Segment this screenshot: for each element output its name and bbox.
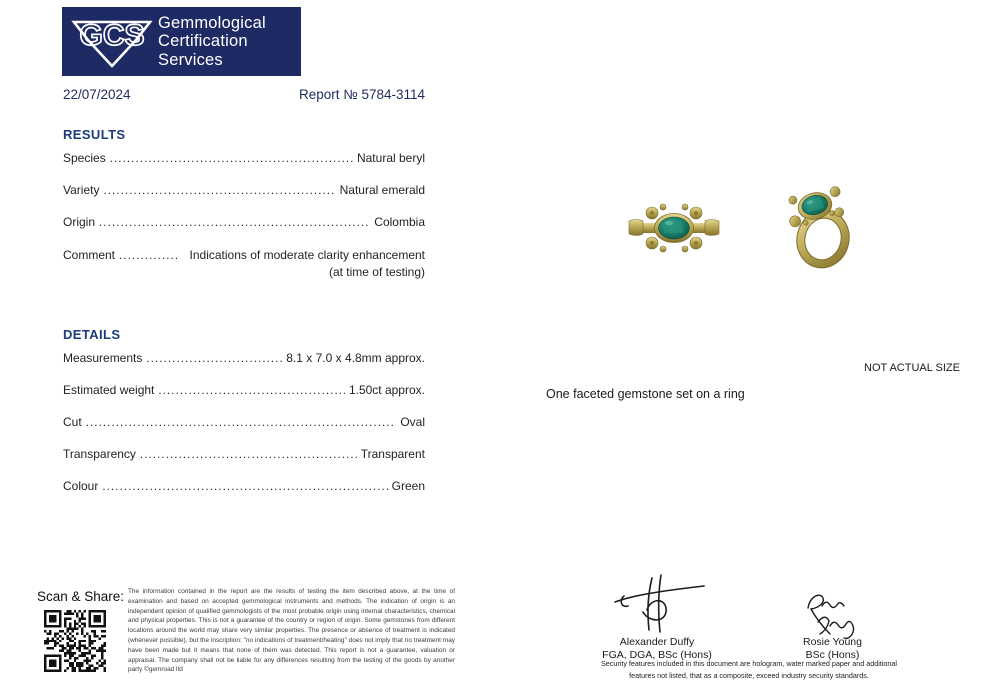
row-label: Variety: [63, 183, 100, 197]
results-heading: RESULTS: [63, 127, 126, 142]
svg-text:GCS: GCS: [79, 18, 145, 52]
result-row-species: [63, 151, 425, 183]
row-label: Measurements: [63, 351, 143, 365]
row-label: Comment: [63, 248, 116, 262]
detail-row-cut: [63, 415, 425, 447]
disclaimer-text: The information contained in the report are the results of testing the item described above, at the time of examination and based on accepted gemmological instruments and methods. The indication of origin is an independent opinion of qualified gemmologists of the most probable origin using internal characteristics, chemical and physical properties. This is not a guarantee of the country or region of origin. Some gemstones from different locations around the world may share very similar properties. The presence or absence of treatment is indicated (whenever possible), but the inscription: "no indications of treatment/heating" does not imply that no treatment may have been made but it means that none of them was detected. This report is not a guarantee, valuation or appraisal. The company shall not be liable for any differences resulting from the testing of the goods by another party ©gemroad ltd: [128, 588, 455, 674]
signatory-name: Rosie Young: [803, 636, 862, 648]
logo-line1: Gemmological: [158, 14, 266, 33]
dot-leader: [110, 151, 353, 165]
signatory-credentials: FGA, DGA, BSc (Hons): [602, 649, 712, 661]
row-label: Origin: [63, 215, 96, 229]
qr-code: [44, 610, 106, 672]
dot-leader: [99, 215, 370, 229]
comment-line2: (at time of testing): [328, 265, 425, 279]
dot-leader: [158, 383, 345, 397]
row-label: Estimated weight: [63, 383, 155, 397]
report-number: Report № 5784-3114: [299, 87, 426, 102]
row-value: Oval: [400, 415, 425, 429]
row-value: Green: [391, 479, 425, 493]
row-value: 8.1 x 7.0 x 4.8mm approx.: [286, 351, 425, 365]
gcs-diamond-icon: [66, 12, 158, 72]
row-value: Transparent: [360, 447, 425, 461]
logo-line2: Certification: [158, 32, 248, 51]
row-value: Colombia: [374, 215, 425, 229]
signature-alexander-duffy: [612, 572, 707, 636]
dot-leader: [146, 351, 282, 365]
dot-leader: [102, 479, 387, 493]
item-description: One faceted gemstone set on a ring: [546, 387, 745, 401]
scan-share-label: Scan & Share:: [37, 589, 125, 604]
gcs-logo: [62, 7, 301, 76]
dot-leader: [140, 447, 357, 461]
dot-leader: [119, 248, 177, 262]
row-value: Natural beryl: [356, 151, 425, 165]
result-row-variety: [63, 183, 425, 215]
security-note: [584, 658, 914, 682]
security-note-line2: features not listed, that as a composite, exceed industry security standards.: [629, 670, 869, 680]
row-label: Cut: [63, 415, 82, 429]
logo-wordmark: [158, 14, 266, 68]
result-row-comment: [63, 247, 425, 295]
signature-rosie-young: [800, 588, 864, 640]
signatory-credentials: BSc (Hons): [805, 649, 860, 661]
dot-leader: [86, 415, 397, 429]
dot-leader: [103, 183, 335, 197]
row-value: [181, 247, 425, 281]
logo-line3: Services: [158, 50, 223, 69]
detail-row-weight: [63, 383, 425, 415]
not-actual-size-label: NOT ACTUAL SIZE: [864, 362, 960, 374]
row-value: Natural emerald: [339, 183, 425, 197]
ring-photo-side: [775, 184, 867, 270]
row-label: Colour: [63, 479, 99, 493]
results-rows: [63, 151, 425, 295]
comment-line1: Indications of moderate clarity enhancement: [189, 248, 425, 262]
details-heading: DETAILS: [63, 327, 121, 342]
row-label: Transparency: [63, 447, 136, 461]
security-note-line1: Security features included in this document are hologram, water marked paper and additional: [600, 659, 898, 668]
details-rows: [63, 351, 425, 511]
signatory-name: Alexander Duffy: [619, 636, 695, 648]
detail-row-measurements: [63, 351, 425, 383]
report-date: 22/07/2024: [63, 87, 131, 102]
row-label: Species: [63, 151, 106, 165]
result-row-origin: [63, 215, 425, 247]
detail-row-transparency: [63, 447, 425, 479]
detail-row-colour: [63, 479, 425, 511]
ring-photo-front: [627, 194, 721, 264]
row-value: 1.50ct approx.: [348, 383, 425, 397]
